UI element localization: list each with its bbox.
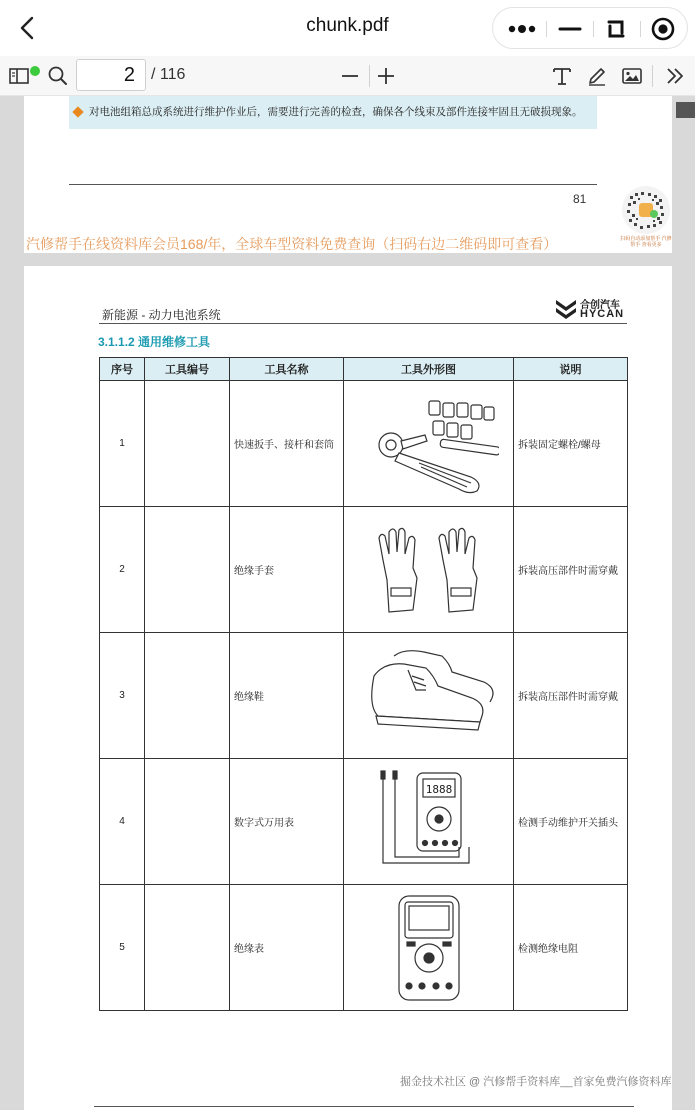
row-tool-name: 快速扳手、接杆和套筒	[230, 381, 344, 507]
header-index: 序号	[100, 358, 145, 381]
pdf-page-previous	[24, 96, 672, 253]
search-icon[interactable]	[44, 62, 72, 90]
row-tool-code	[145, 381, 230, 507]
pdf-viewer[interactable]	[0, 96, 695, 1110]
document-title: chunk.pdf	[306, 15, 389, 36]
footer-rule	[69, 184, 597, 185]
text-tool-icon[interactable]	[548, 62, 576, 90]
row-tool-name: 绝缘表	[230, 885, 344, 1011]
logo-text-en: HYCAN	[580, 308, 625, 320]
insulating-shoes-icon	[354, 646, 504, 746]
row-tool-code	[145, 507, 230, 633]
table-row	[100, 381, 628, 507]
diamond-bullet-icon	[72, 106, 83, 117]
image-icon[interactable]	[618, 62, 646, 90]
page-number: 81	[573, 192, 587, 206]
status-dot	[30, 66, 40, 76]
table-row	[100, 507, 628, 633]
insulating-gloves-icon	[369, 520, 489, 620]
page-total: / 116	[151, 66, 186, 83]
toolbar-divider	[369, 65, 370, 87]
pen-icon[interactable]	[583, 62, 611, 90]
row-index: 1	[100, 381, 145, 507]
ratchet-wrench-icon	[359, 389, 499, 499]
header-description: 说明	[514, 358, 628, 381]
section-title: 3.1.1.2 通用维修工具	[98, 335, 211, 349]
row-tool-name: 绝缘鞋	[230, 633, 344, 759]
row-tool-image	[344, 507, 514, 633]
table-row	[100, 885, 628, 1011]
header-tool-name: 工具名称	[230, 358, 344, 381]
note-text: 对电池组箱总成系统进行维护作业后，需要进行完善的检查，确保各个线束及部件连接牢固且无破损现象。	[89, 106, 583, 118]
rotate-icon[interactable]	[592, 8, 640, 50]
row-description: 检测手动维护开关插头	[514, 759, 628, 885]
row-index: 2	[100, 507, 145, 633]
row-tool-image	[344, 633, 514, 759]
qr-code-icon[interactable]	[620, 184, 672, 242]
row-index: 4	[100, 759, 145, 885]
pdf-toolbar	[0, 56, 695, 96]
tools-table	[99, 357, 628, 1011]
table-header-row	[100, 358, 628, 381]
maintenance-note	[69, 96, 597, 129]
row-tool-name: 绝缘手套	[230, 507, 344, 633]
row-description: 拆装高压部件时需穿戴	[514, 633, 628, 759]
row-index: 5	[100, 885, 145, 1011]
promo-text: 汽修帮手在线资料库会员168/年，全球车型资料免费查询（扫码右边二维码即可查看）	[26, 236, 558, 252]
header-tool-image: 工具外形图	[344, 358, 514, 381]
row-tool-code	[145, 885, 230, 1011]
title-bar	[0, 0, 695, 56]
page-number-input[interactable]	[76, 59, 146, 91]
header-tool-code: 工具编号	[145, 358, 230, 381]
minimize-icon[interactable]	[546, 8, 594, 50]
chevron-double-right-icon[interactable]	[662, 62, 690, 90]
digital-multimeter-icon	[369, 767, 489, 877]
zoom-out-icon[interactable]	[336, 62, 364, 90]
brand-logo	[554, 296, 630, 322]
row-description: 拆装高压部件时需穿戴	[514, 507, 628, 633]
pdf-page-current	[24, 266, 672, 1110]
footer-rule	[94, 1106, 634, 1107]
more-dots-icon[interactable]	[497, 8, 545, 50]
row-tool-image	[344, 885, 514, 1011]
row-tool-name: 数字式万用表	[230, 759, 344, 885]
record-icon[interactable]	[639, 8, 687, 50]
row-tool-image	[344, 759, 514, 885]
chevron-left-icon[interactable]	[14, 14, 42, 42]
zoom-in-icon[interactable]	[372, 62, 400, 90]
header-rule	[99, 323, 627, 324]
document-header: 新能源 - 动力电池系统	[102, 308, 221, 322]
svg-text:1888: 1888	[425, 782, 452, 796]
row-description: 拆装固定螺栓/螺母	[514, 381, 628, 507]
table-row	[100, 633, 628, 759]
table-row	[100, 759, 628, 885]
row-index: 3	[100, 633, 145, 759]
row-tool-image	[344, 381, 514, 507]
row-tool-code	[145, 759, 230, 885]
sidebar-toggle-icon[interactable]	[6, 62, 34, 90]
scrollbar-thumb[interactable]	[676, 102, 695, 118]
toolbar-divider	[652, 65, 653, 87]
mini-program-capsule	[492, 7, 688, 49]
hycan-logo-icon	[554, 296, 578, 320]
row-tool-code	[145, 633, 230, 759]
watermark-text: 掘金技术社区 @ 汽修帮手资料库__首家免费汽修资料库	[400, 1076, 672, 1088]
logo-text-cn: 合创汽车	[580, 300, 620, 311]
insulation-tester-icon	[389, 892, 469, 1004]
row-description: 检测绝缘电阻	[514, 885, 628, 1011]
qr-caption: 扫码自动添加帮手 汽修帮手 查看更多	[620, 236, 672, 248]
